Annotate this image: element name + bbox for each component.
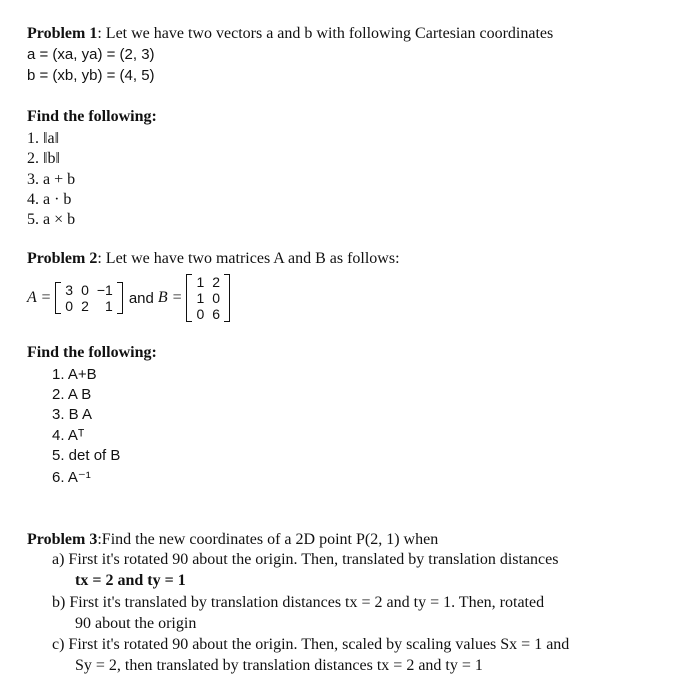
matrix-b-label: B = [157, 289, 183, 306]
matrix-a-cell: 0 [81, 282, 89, 298]
problem2-item-3: 3. B A [52, 406, 93, 423]
matrices-line [27, 270, 230, 326]
matrix-a-label: A = [27, 289, 52, 306]
problem1-find-heading: Find the following: [27, 108, 157, 125]
matrix-b-cell: 0 [212, 290, 221, 306]
problem1-item-4: 4. a · b [27, 191, 72, 208]
problem2-item-4: 4. Aᵀ [52, 427, 85, 444]
matrix-b-cell: 1 [196, 274, 205, 290]
problem3-part-b-line1: b) First it's translated by translation distances tx = 2 and ty = 1. Then, rotated [52, 594, 545, 611]
problem2-item-2: 2. A B [52, 386, 92, 403]
problem3-part-a-line1: a) First it's rotated 90 about the origin. Then, translated by translation distances [52, 551, 559, 568]
problem3-part-c-line2: Sy = 2, then translated by translation distances tx = 2 and ty = 1 [75, 657, 483, 674]
problem3-part-b-line2: 90 about the origin [75, 615, 197, 632]
problem3-part-a-line2: tx = 2 and ty = 1 [75, 572, 186, 589]
problem2-item-1: 1. A+B [52, 366, 97, 383]
problem1-item-2: 2. ‖b‖ [27, 150, 60, 167]
problem1-item-1: 1. ‖a‖ [27, 130, 60, 147]
matrix-a-cell: 0 [65, 298, 74, 314]
matrix-a [55, 282, 123, 314]
matrix-b-cell: 2 [212, 274, 221, 290]
problem3-heading: Problem 3 [27, 531, 98, 548]
matrix-b [186, 274, 230, 322]
problem1-item-3: 3. a + b [27, 171, 76, 188]
problem1-title [27, 25, 553, 43]
matrix-b-cell: 1 [196, 290, 205, 306]
problem2-intro: : Let we have two matrices A and B as follows: [97, 250, 400, 267]
problem3-title [27, 531, 438, 549]
matrix-a-cell: −1 [96, 282, 113, 298]
matrix-b-cell: 6 [212, 306, 221, 322]
problem2-title [27, 250, 400, 268]
matrix-a-cell: 3 [65, 282, 74, 298]
vector-a: a = (xa, ya) = (2, 3) [27, 46, 155, 63]
problem2-find-heading: Find the following: [27, 344, 157, 361]
problem1-heading: Problem 1 [27, 25, 98, 42]
matrix-a-cell: 1 [105, 298, 113, 314]
problem2-item-5: 5. det of B [52, 447, 121, 464]
problem1-item-5: 5. a × b [27, 211, 76, 228]
problem2-heading: Problem 2 [27, 250, 98, 267]
problem3-intro: :Find the new coordinates of a 2D point P(2, 1) when [97, 531, 439, 548]
problem3-part-c-line1: c) First it's rotated 90 about the origin. Then, scaled by scaling values Sx = 1 and [52, 636, 570, 653]
and-text: and [128, 289, 154, 307]
matrix-b-cell: 0 [196, 306, 205, 322]
problem2-item-6: 6. A⁻¹ [52, 469, 91, 486]
vector-b: b = (xb, yb) = (4, 5) [27, 67, 155, 84]
problem1-intro: : Let we have two vectors a and b with following Cartesian coordinates [97, 25, 554, 42]
matrix-a-cell: 2 [81, 298, 89, 314]
